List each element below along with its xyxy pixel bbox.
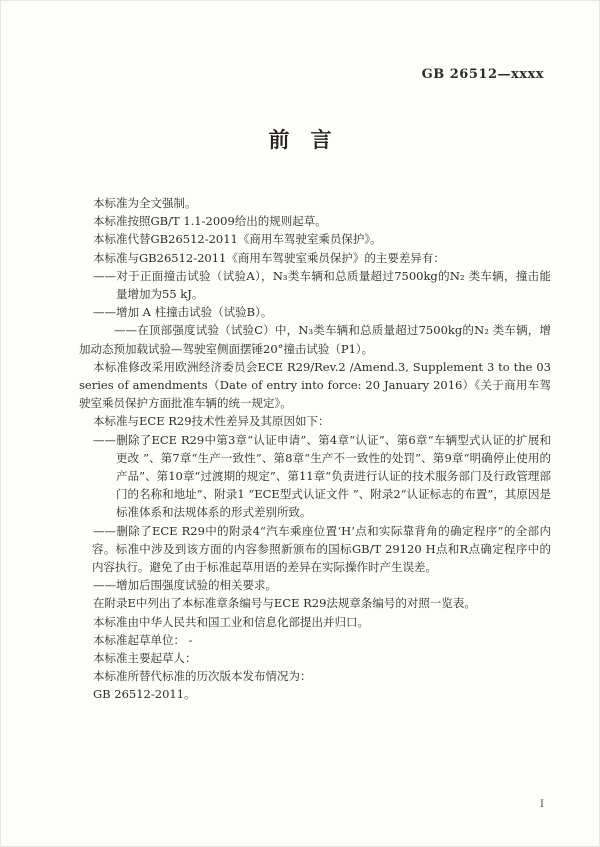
list-item-deleted-annex4: ——删除了ECE R29中的附录4“汽车乘座位置‘H’点和实际靠背角的确定程序”的全部内容。标准中涉及到该方面的内容参照新颁布的国标GB/T 29120 H点和R点确定程序中的内容执行。避免了由于标准起草用语的差异在实际操作时产生误差。 (92, 523, 551, 575)
list-item-test-b: ——增加 A 柱撞击试验（试验B）。 (93, 305, 273, 320)
paragraph-scope: 本标准为全文强制。 (93, 196, 197, 210)
list-item-test-c: ——在顶部强度试验（试验C）中，N₃类车辆和总质量超过7500kg的N₂ 类车辆，增加动态预加载试验—驾驶室侧面摆锤20°撞击试验（P1）。 (79, 323, 551, 356)
foreword-section (1, 194, 599, 704)
paragraph-annex-e: 在附录E中列出了本标准章条编号与ECE R29法规章条编号的对照一览表。 (93, 596, 476, 611)
paragraph-ece-adoption: 本标准修改采用欧洲经济委员会ECE R29/Rev.2 /Amend.3, Supplement 3 to the 03 series of amendments（Date of entry into force: 20 January 2016）《关于商用车驾驶室乘员保护方面批准车辆的统一规定》。 (79, 359, 551, 411)
page-header (1, 1, 599, 82)
paragraph-history-edition: GB 26512-2011。 (93, 687, 196, 702)
list-item-test-a: ——对于正面撞击试验（试验A），N₃类车辆和总质量超过7500kg的N₂ 类车辆，撞击能量增加为55 kJ。 (93, 268, 551, 302)
paragraph-drafting-rule: 本标准按照GB/T 1.1-2009给出的规则起草。 (93, 214, 327, 229)
list-item-deleted-chapters: ——删除了ECE R29中第3章“认证申请”、第4章“认证”、第6章“车辆型式认证的扩展和更改 ”、第7章“生产一致性”、第8章“生产不一致性的处罚”、第9章“明确停止使用的产品”、第10章“过渡期的规定”、第11章“负责进行认证的技术服务部门及行政管理部门的名称和地址”、附录1 “ECE型式认证文件 ”、附录2“认证标志的布置”，其原因是标准体系和法规体系的形式差别所致。 (93, 432, 551, 520)
paragraph-proposed-by: 本标准由中华人民共和国工业和信息化部提出并归口。 (93, 614, 369, 629)
page-footer (540, 799, 544, 810)
paragraph-differences-intro: 本标准与GB26512-2011《商用车驾驶室乘员保护》的主要差异有： (93, 250, 445, 265)
list-item-rear-strength: ——增加后围强度试验的相关要求。 (93, 578, 277, 593)
paragraph-history-intro: 本标准所替代标准的历次版本发布情况为： (93, 669, 312, 684)
paragraph-drafting-org: 本标准起草单位： - (93, 632, 193, 647)
paragraph-drafters: 本标准主要起草人： (93, 651, 197, 666)
page-number: I (540, 799, 544, 810)
page-title: 前 言 (268, 127, 332, 152)
paragraph-ece-diff-intro: 本标准与ECE R29技术性差异及其原因如下： (93, 414, 330, 429)
paragraph-replaces: 本标准代替GB26512-2011《商用车驾驶室乘员保护》。 (93, 232, 382, 247)
standard-number: GB 26512—xxxx (421, 67, 544, 82)
